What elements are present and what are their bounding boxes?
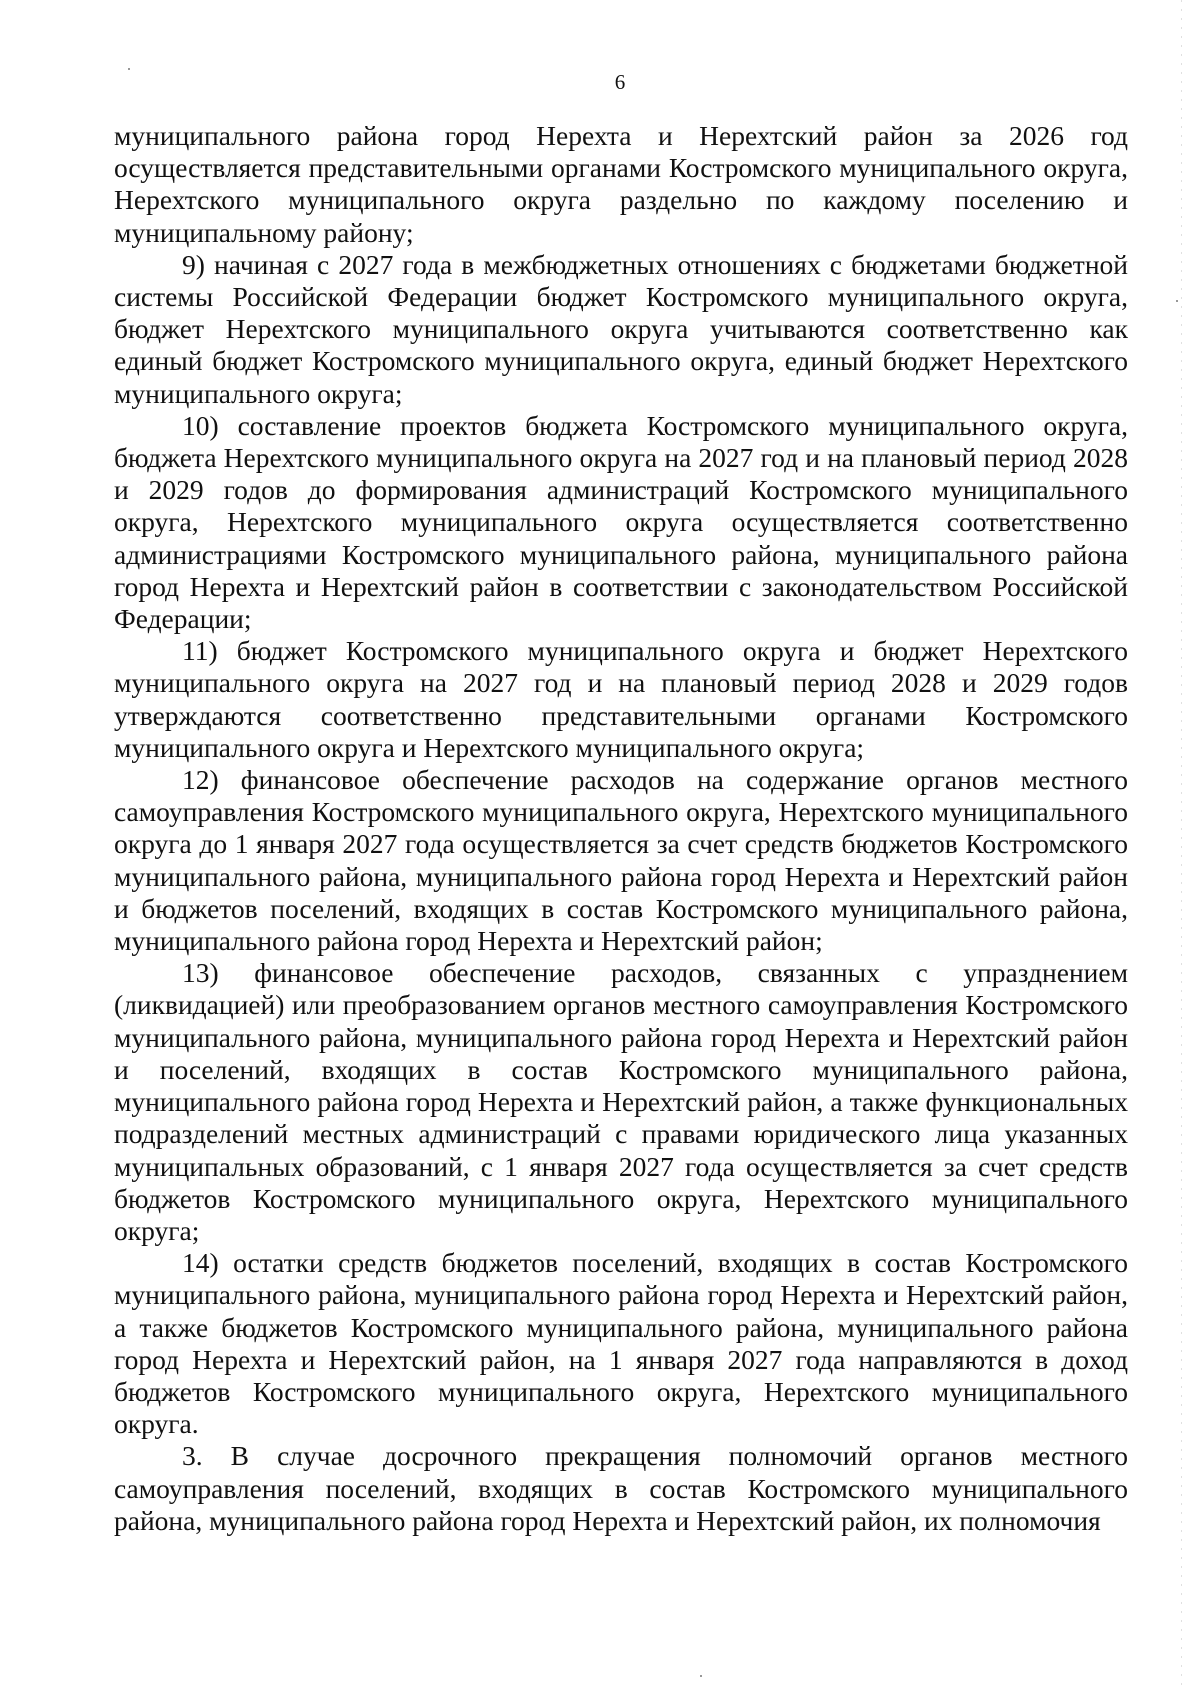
paragraph-section-3: 3. В случае досрочного прекращения полномочий органов местного самоуправления поселений, входящих в состав Костромского муниципального района, муниципального района город Нерехта и Нерехтский район, их полномочия <box>114 1440 1128 1536</box>
paragraph-item-11: 11) бюджет Костромского муниципального округа и бюджет Нерехтского муниципального округа на 2027 год и на плановый период 2028 и 2029 годов утверждаются соответственно представительными органами Костромского муниципального округа и Нерехтского муниципального округа; <box>114 635 1128 763</box>
paragraph-item-13: 13) финансовое обеспечение расходов, связанных с упразднением (ликвидацией) или преобразованием органов местного самоуправления Костромского муниципального района, муниципального района город Нерехта и Нерехтский район и поселений, входящих в состав Костромского муниципального района, муниципального района город Нерехта и Нерехтский район, а также функциональных подразделений местных администраций с правами юридического лица указанных муниципальных образований, с 1 января 2027 года осуществляется за счет средств бюджетов Костромского муниципального округа, Нерехтского муниципального округа; <box>114 957 1128 1246</box>
paragraph-item-9: 9) начиная с 2027 года в межбюджетных отношениях с бюджетами бюджетной системы Российской Федерации бюджет Костромского муниципального округа, бюджет Нерехтского муниципального округа учитываются соответственно как единый бюджет Костромского муниципального округа, единый бюджет Нерехтского муниципального округа; <box>114 248 1128 409</box>
paragraph-item-10: 10) составление проектов бюджета Костромского муниципального округа, бюджета Нерехтского муниципального округа на 2027 год и на плановый период 2028 и 2029 годов до формирования администраций Костромского муниципального округа, Нерехтского муниципального округа осуществляется соответственно администрациями Костромского муниципального района, муниципального района город Нерехта и Нерехтский район в соответствии с законодательством Российской Федерации; <box>114 409 1128 635</box>
scan-speck <box>700 1675 702 1677</box>
scan-speck <box>1176 300 1178 302</box>
scan-edge-artifact <box>1181 0 1182 1690</box>
page-number: 6 <box>614 70 626 94</box>
paragraph-continuation: муниципального района город Нерехта и Нерехтский район за 2026 год осуществляется представительными органами Костромского муниципального округа, Нерехтского муниципального округа раздельно по каждому поселению и муниципальному району; <box>114 120 1128 248</box>
paragraph-item-12: 12) финансовое обеспечение расходов на содержание органов местного самоуправления Костромского муниципального округа, Нерехтского муниципального округа до 1 января 2027 года осуществляется за счет средств бюджетов Костромского муниципального района, муниципального района город Нерехта и Нерехтский район и бюджетов поселений, входящих в состав Костромского муниципального района, муниципального района город Нерехта и Нерехтский район; <box>114 764 1128 957</box>
document-body <box>114 120 1128 1537</box>
paragraph-item-14: 14) остатки средств бюджетов поселений, входящих в состав Костромского муниципального района, муниципального района город Нерехта и Нерехтский район, а также бюджетов Костромского муниципального района, муниципального района город Нерехта и Нерехтский район, на 1 января 2027 года направляются в доход бюджетов Костромского муниципального округа, Нерехтского муниципального округа. <box>114 1247 1128 1440</box>
